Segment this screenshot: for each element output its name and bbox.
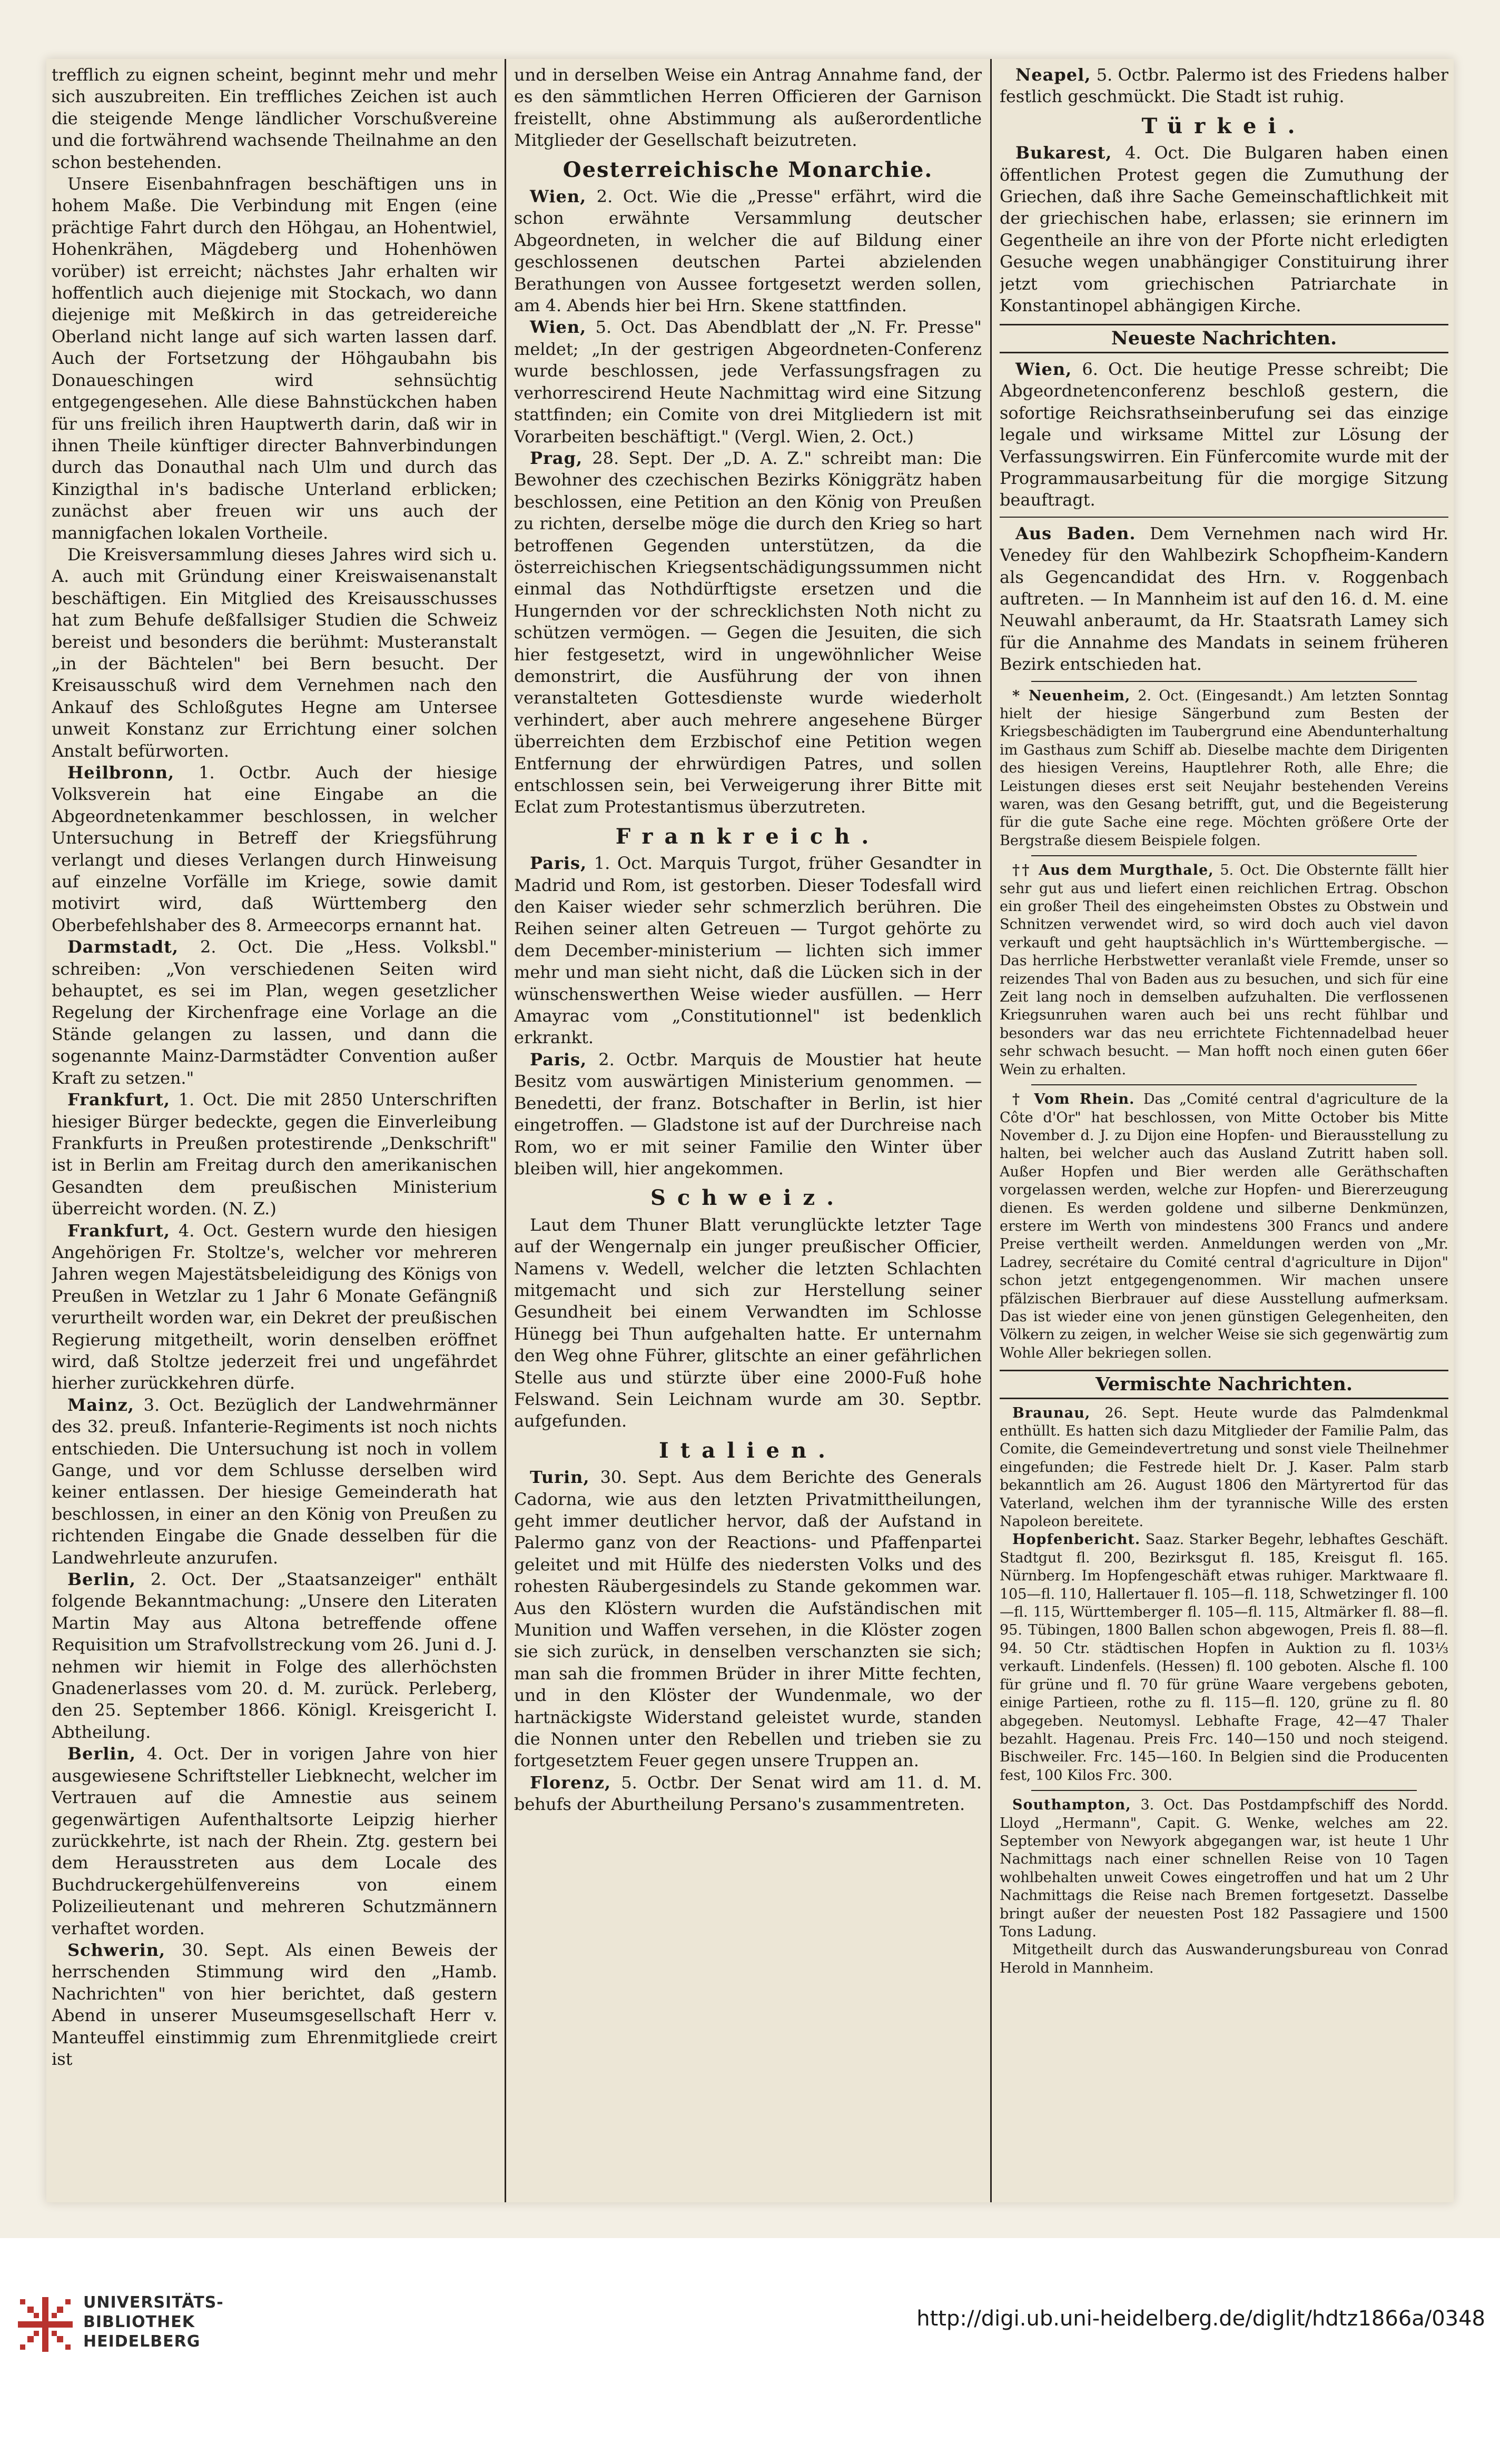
article-body: 6. Oct. Die heutige Presse schreibt; Die Abgeordnetenconferenz beschloß gestern, die sofortige Reichsrathseinberufung sei das einzige legale und wirksame Mittel zur Lösung der Verfassungswirren. Ein Fünfercomite wurde mit der Programmausarbeitung für die morgige Sitzung beauftragt. [1000,359,1448,510]
article-body: 2. Oct. Wie die „Presse" erfährt, wird die schon erwähnte Versammlung deutscher Abgeordneten, in welcher die auf Bildung einer geschlossenen deutschen Partei abzielenden Berathungen von Aussee fortgesetzt werden sollen, am 4. Abends hier bei Hrn. Skene stattfinden. [514,186,982,316]
footer-bar [0,2238,1500,2464]
section-heading: Neueste Nachrichten. [1000,324,1448,353]
article-body: Saaz. Starker Begehr, lebhaftes Geschäft. Stadtgut fl. 200, Bezirksgut fl. 185, Kreisgut fl. 165. Nürnberg. Im Hopfengeschäft etwas ruhiger. Marktwaare fl. 105—fl. 110, Hallertauer fl. 105—fl. 118, Schwetzinger fl. 100—fl. 115, Württemberger fl. 105—fl. 115, Altmärker fl. 88—fl. 95. Tübingen, 1800 Ballen schon abgewogen, Preis fl. 88—fl. 94. 50 Ctr. städtischen Hopfen in Auktion zu fl. 103⅓ verkauft. Lindenfels. (Hessen) fl. 100 geboten. Alsche fl. 100 für grüne und fl. 70 für grüne Waare vergebens geboten, einige Partieen, rothe zu fl. 115—fl. 120, grüne zu fl. 80 abgegeben. Neutomysl. Lebhafte Frage, 42—47 Thaler bezahlt. Hagenau. Preis Frc. 140—150 und noch steigend. Bischweiler. Frc. 145—160. In Belgien sind die Producenten fest, 100 Kilos Frc. 300. [1000,1531,1448,1784]
dateline: Berlin, [67,1569,136,1590]
library-name-line: UNIVERSITÄTS- [83,2293,224,2312]
newspaper-page [46,59,1454,2202]
dateline: Schwerin, [67,1939,166,1960]
article-body: 1. Octbr. Auch der hiesige Volksverein hat eine Eingabe an die Abgeordnetenkammer beschlossen, in welcher Untersuchung in Betreff der Kriegsführung verlangt und dieses Verlangen durch Hinweisung auf einzelne Vorfälle im Kriege, sowie damit motivirt wird, daß Württemberg den Oberbefehlshaber des 8. Armeecorps ernannt hat. [52,763,497,935]
article [52,1569,497,1743]
dateline: Turin, [530,1467,590,1488]
paragraph: trefflich zu eignen scheint, beginnt mehr und mehr sich auszubreiten. Ein treffliches Zeichen ist auch die steigende Menge ländlicher Vorschußvereine und die fortwährend wachsende Theilnahme an den schon bestehenden. [52,65,497,172]
dateline: †† Aus dem Murgthale, [1012,862,1214,879]
article [1000,1091,1448,1362]
article-body: 4. Oct. Der in vorigen Jahre von hier ausgewiesene Schriftsteller Liebknecht, welcher im Vertrauen auf die Amnestie aus seinem gegenwärtigen Aufenthaltsorte Leipzig hierher zurückkehrte, ist nach der Rhein. Ztg. gestern bei dem Herausstreten aus dem Locale des Buchdruckergehülfenvereins von einem Polizeilieutenant und mehreren Schutzmännern verhaftet worden. [52,1744,497,1938]
small-print-block [1000,1404,1448,1978]
section-heading: Türkei. [1141,113,1307,138]
dateline: Hopfenbericht. [1012,1531,1141,1548]
article-body: 30. Sept. Aus dem Berichte des Generals Cadorna, wie aus den letzten Privatmittheilungen, geht immer deutlicher hervor, daß der Aufstand in Palermo ganz von der Reactions- und Pfaffenpartei geleitet und mit Hülfe des niedersten Volks und des rohesten Räubergesindels zu Stande gekommen war. Aus den Klöstern wurden die Aufständischen mit Munition und Waffen versehen, in die Klöster zogen sie sich zurück, in denselben verschanzten sie sich; man sah die frommen Brüder in ihrer Mitte fechten, und in den Klöster der Wundenmale, wo der hartnäckigste Widerstand geleistet wurde, standen die Nonnen unter den Rebellen und trieben sie zu fortgesetztem Feuer gegen unsere Truppen an. [514,1467,982,1771]
article [52,1743,497,1939]
column-divider [505,59,506,2202]
library-name-line: HEIDELBERG [83,2332,201,2351]
section-heading: Oesterreichische Monarchie. [562,157,933,182]
article [514,1467,982,1772]
article-body: 2. Octbr. Marquis de Moustier hat heute Besitz vom auswärtigen Ministerium genommen. — Benedetti, der franz. Botschafter in Berlin, ist hier eingetroffen. — Gladstone ist auf der Durchreise nach Rom, wo er mit seiner Familie den Winter über bleiben will, hier angekommen. [514,1049,982,1179]
dateline: Paris, [530,853,587,874]
dateline: Aus Baden. [1015,523,1136,543]
dateline: Prag, [530,448,583,468]
article-body: 1. Oct. Marquis Turgot, früher Gesandter in Madrid und Rom, ist gestorben. Dieser Todesfall wird den Kaiser wieder sehr schmerzlich berühren. Die Reihen seiner alten Getreuen — Turgot gehörte zu dem December-ministerium — lichten sich immer mehr und man sieht nicht, daß die Lücken sich in der wünschenswerthen Weise wieder ausfüllen. — Herr Amayrac vom „Constitutionnel" ist bedenklich erkrankt. [514,853,982,1048]
article [52,762,497,936]
article [1000,142,1448,316]
paragraph: Laut dem Thuner Blatt verunglückte letzter Tage auf der Wengernalp ein junger preußischer Officier, Namens v. Wedell, welcher die letzten Schlachten mitgemacht und sich zur Herstellung seiner Gesundheit bei einem Verwandten im Schlosse Hünegg bei Thun aufgehalten hatte. Er unternahm den Weg ohne Führer, glitschte an einer gefährlichen Stelle aus und stürzte über eine 2000-Fuß hohe Felswand. Sein Leichnam wurde am 30. Septbr. aufgefunden. [514,1214,982,1431]
paragraph: Die Kreisversammlung dieses Jahres wird sich u. A. auch mit Gründung einer Kreiswaisenanstalt beschäftigen. Ein Mitglied des Kreisausschusses hat zum Behufe deßfallsiger Studien die Schweiz bereist und besonders die berühmt: Musteranstalt „in der Bächtelen" bei Bern besucht. Der Kreisausschuß wird dem Vernehmen nach den Ankauf des Schloßgutes Hegne am Untersee unweit Konstanz zur Errichtung einer solchen Anstalt befürworten. [52,544,497,761]
source-url-link[interactable]: http://digi.ub.uni-heidelberg.de/diglit/hdtz1866a/0348 [916,2307,1485,2331]
dateline: Florenz, [530,1772,611,1793]
article-body: 2. Oct. Die „Hess. Volksbl." schreiben: „Von verschiedenen Seiten wird behauptet, es sei im Plan, wegen gesetzlicher Regelung der Kirchenfrage eine Vorlage an die Stände gelangen zu lassen, und dann die sogenannte Mainz-Darmstädter Convention außer Kraft zu setzen." [52,937,497,1088]
column-divider [990,59,992,2202]
paragraph: Unsere Eisenbahnfragen beschäftigen uns in hohem Maße. Die Verbindung mit Engen (eine prächtige Fahrt durch den Höhgau, an Hohentwiel, Hohenkrähen, Mägdeberg und Hohenhöwen vorüber) ist erreicht; nächstes Jahr erhalten wir hoffentlich auch diejenige mit Stockach, wo dann diejenige mit Meßkirch in das getreidereiche Oberland nicht lange auf sich warten lassen darf. Auch der Fortsetzung der Höhgaubahn bis Donaueschingen wird sehnsüchtig entgegengesehen. Alle diese Bahnstückchen haben für uns freilich ihren Hauptwerth darin, daß wir in ihnen Theile künftiger directer Bahnverbindungen durch das Donauthal nach Ulm und durch das Kinzigthal in's badische Unterland erblicken; zunächst aber freuen wir uns auch der mannigfachen lokalen Vortheile. [52,174,497,543]
dateline: Wien, [530,186,587,207]
article-body: 26. Sept. Heute wurde das Palmdenkmal enthüllt. Es hatten sich dazu Mitglieder der Familie Palm, das Comite, die Gemeindevertretung und sonst viele Theilnehmer eingefunden; die Festrede hielt Dr. J. Kaser. Palm starb bekanntlich am 26. August 1806 den Märtyrertod für das Vaterland, welchen ihm der tyrannische Wille des ersten Napoleon bereitete. [1000,1404,1448,1530]
article [52,936,497,1089]
article [1000,523,1448,676]
dateline: Bukarest, [1015,143,1112,163]
article [514,316,982,447]
dateline: Berlin, [67,1744,136,1764]
article-body: 5. Octbr. Palermo ist des Friedens halber festlich geschmückt. Die Stadt ist ruhig. [1000,65,1448,107]
dateline: Wien, [1015,359,1072,379]
article [52,1089,497,1220]
university-library-logo-icon [16,2295,75,2354]
article-body: 5. Octbr. Der Senat wird am 11. d. M. behufs der Aburtheilung Persano's zusammentreten. [514,1772,982,1815]
section-heading: Schweiz. [650,1185,846,1211]
small-print-block [1000,687,1448,1363]
article-body: 3. Oct. Das Postdampfschiff des Nordd. Lloyd „Hermann", Capit. G. Wenke, welches am 22. September von Newyork abgegangen war, ist heute 1 Uhr Nachmittags nach einer schnellen Reise von 10 Tagen wohlbehalten unweit Cowes eingetroffen und hat um 2 Uhr Nachmittags die Reise nach Bremen fortgesetzt. Dasselbe bringt außer der neuesten Post 182 Passagiere und 1500 Tons Ladung. [1000,1797,1448,1940]
article [514,1049,982,1180]
article [514,853,982,1049]
article [1000,1796,1448,1941]
article-body: 5. Oct. Die Obsternte fällt hier sehr gut aus und liefert einen reichlichen Ertrag. Obschon ein großer Theil des eingeheimsten Obstes zu Obstwein und Schnitzen verwendet wird, so wird doch auch viel davon verkauft und geht hauptsächlich in's Württembergische. — Das herrliche Herbstwetter veranlaßt viele Fremde, unser so reizendes Thal von Baden aus zu besuchen, und sich für eine Zeit lang noch in demselben aufzuhalten. Die verflossenen Kriegsunruhen waren auch bei uns recht fühlbar und besonders war das neu errichtete Fichtennadelbad heuer sehr schwach besucht. — Man hofft noch einen guten 66er Wein zu erhalten. [1000,862,1448,1078]
article [1000,1531,1448,1785]
dateline: Heilbronn, [67,763,175,783]
dateline: † Vom Rhein. [1012,1091,1135,1108]
divider [1031,681,1417,682]
dateline: Paris, [530,1049,587,1070]
article-body: Das „Comité central d'agriculture de la Côte d'Or" hat beschlossen, von Mitte October bis Mitte November d. J. zu Dijon eine Hopfen- und Bierausstellung zu halten, bei welcher auch das Ausland Zutritt haben soll. Außer Hopfen und Bier werden alle Geräthschaften vorgelassen werden, welche zur Hopfen- und Biererzeugung dienen. Es werden goldene und silberne Denkmünzen, erstere im Werth von mindestens 300 Francs und andere Preise vertheilt werden. Anmeldungen werden von „Mr. Ladrey, secrétaire du Comité central d'agriculture in Dijon" schon jetzt entgegengenommen. Wir machen unsere pfälzischen Bierbrauer auf diese Ausstellung aufmerksam. Das ist wieder eine von jenen günstigen Gelegenheiten, den Völkern zu zeigen, in welcher Weise sie sich gegenwärtig zum Wohle Aller bekriegen sollen. [1000,1091,1448,1361]
divider [1031,855,1417,856]
library-name-line: BIBLIOTHEK [83,2313,195,2331]
library-name [83,2293,224,2351]
dateline: Southampton, [1012,1797,1131,1814]
article-body: 30. Sept. Als einen Beweis der herrschenden Stimmung wird den „Hamb. Nachrichten" von hier berichtet, daß gestern Abend in unserer Museumsgesellschaft Herr v. Manteuffel einstimmig zum Ehrenmitgliede creirt ist [52,1939,497,2069]
article-body: 2. Oct. (Eingesandt.) Am letzten Sonntag hielt der hiesige Sängerbund zum Besten der Kriegsbeschädigten im Taubergrund eine Abendunterhaltung im Gasthaus zum Schiff ab. Dieselbe machte dem Dirigenten des hiesigen Vereins, Hauptlehrer Roth, alle Ehre; die Leistungen dieses erst seit Neujahr bestehenden Vereins waren, was den Gesang betrifft, gut, und die Begeisterung für die gute Sache eine rege. Möchten größere Orte der Bergstraße diesem Beispiele folgen. [1000,687,1448,849]
section-heading: Vermischte Nachrichten. [1000,1370,1448,1399]
column-1 [52,64,497,2197]
dateline: Neapel, [1015,65,1091,85]
dateline: * Neuenheim, [1012,687,1131,704]
article-body: 28. Sept. Der „D. A. Z." schreibt man: Die Bewohner des czechischen Bezirks Königgrätz haben beschlossen, eine Petition an den König von Preußen zu richten, derselbe möge die durch den Krieg so hart betroffenen Gegenden unterstützen, da die österreichischen Kriegsentschädigungssummen nicht einmal das Nothdürftigste ersetzen und die Hungernden vor der schrecklichsten Noth nicht zu schützen vermögen. — Gegen die Jesuiten, die sich hier festgesetzt, wird in ungewöhnlicher Weise demonstrirt, die Ausführung der von ihnen veranstalteten Gottesdienste wurde wiederholt verhindert, aber auch mehrere angesehene Bürger überreichten dem Erzbischof eine Petition wegen Entfernung der ehrwürdigen Patres, und sollen entschlossen sein, bei Verweigerung ihrer Bitte mit Eclat zum Protestantismus überzutreten. [514,448,982,817]
dateline: Braunau, [1012,1404,1091,1421]
column-2 [514,64,982,2197]
paragraph: Mitgetheilt durch das Auswanderungsbureau von Conrad Herold in Mannheim. [1000,1942,1448,1976]
divider [1031,1790,1417,1791]
article-body: 3. Oct. Bezüglich der Landwehrmänner des 32. preuß. Infanterie-Regiments ist noch nichts entschieden. Die Untersuchung ist noch in vollem Gange, und vor dem Schlusse derselben wird keiner entlassen. Der hiesige Gemeinderath hat beschlossen, in einer an den König von Preußen zu richtenden Eingabe die Gnade desselben für die Landwehrleute anzurufen. [52,1394,497,1568]
article-body: 4. Oct. Die Bulgaren haben einen öffentlichen Protest gegen die Zumuthung der Griechen, daß ihre Sache Gemeinschaftlichkeit mit der griechischen habe, erlassen; sie erinnern im Gegentheile an ihre von der Pforte nicht erledigten Gesuche wegen unabhängiger Constituirung ihrer jetzt vom griechischen Patriarchate in Konstantinopel abhängigen Kirche. [1000,143,1448,316]
article [52,1394,497,1569]
section-heading: Italien. [659,1438,837,1463]
article [514,186,982,316]
dateline: Frankfurt, [67,1090,170,1110]
article-body: 1. Oct. Die mit 2850 Unterschriften hiesiger Bürger bedeckte, gegen die Einverleibung Frankfurts in Preußen protestirende „Denkschrift" ist in Berlin am Freitag durch den amerikanischen Gesandten dem preußischen Ministerium überreicht worden. (N. Z.) [52,1090,497,1219]
article [52,1220,497,1394]
paragraph: und in derselben Weise ein Antrag Annahme fand, der es den sämmtlichen Herren Officieren der Garnison freistellt, ohne Abstimmung als außerordentliche Mitglieder der Gesellschaft beizutreten. [514,65,982,151]
section-heading: Frankreich. [615,824,881,849]
dateline: Wien, [530,317,587,338]
article-body: 5. Oct. Das Abendblatt der „N. Fr. Presse" meldet; „In der gestrigen Abgeordneten-Conferenz wurde beschlossen, jede Verfassungsfragen zu verhorrescirend Heute Nachmittag wird eine Sitzung stattfinden; ein Comite von drei Mitgliedern ist mit Vorarbeiten beschäftigt." (Vergl. Wien, 2. Oct.) [514,317,982,447]
dateline: Mainz, [67,1394,134,1415]
article-body: 2. Oct. Der „Staatsanzeiger" enthält folgende Bekanntmachung: „Unsere den Literaten Martin May aus Altona betreffende offene Requisition um Strafvollstreckung vom 26. Juni d. J. nehmen wir hiemit in Folge des allerhöchsten Gnadenerlasses vom 20. d. M. zurück. Perleberg, den 25. September 1866. Königl. Kreisgericht I. Abtheilung. [52,1569,497,1742]
article [1000,862,1448,1079]
dateline: Darmstadt, [67,937,179,957]
article-body: 4. Oct. Gestern wurde den hiesigen Angehörigen Fr. Stoltze's, welcher vor mehreren Jahren wegen Majestätsbeleidigung des Königs von Preußen in Wetzlar zu 1 Jahr 6 Monate Gefängniß verurtheilt worden war, ein Dekret der preußischen Regierung mitgetheilt, worin denselben eröffnet wird, daß Stoltze jederzeit frei und ungefährdet hierher zurückkehren dürfe. [52,1220,497,1393]
article [52,1939,497,2070]
column-3 [1000,64,1448,2197]
article [1000,687,1448,850]
divider [1031,1084,1417,1085]
article [1000,1404,1448,1531]
article-body: Dem Vernehmen nach wird Hr. Venedey für den Wahlbezirk Schopfheim-Kandern als Gegencandidat des Hrn. v. Roggenbach auftreten. — In Mannheim ist auf den 16. d. M. eine Neuwahl anberaumt, da Hr. Staatsrath Lamey sich für die Annahme des Mandats in seinem früheren Bezirk entschieden hat. [1000,523,1448,675]
article [514,1772,982,1816]
article [1000,359,1448,511]
dateline: Frankfurt, [67,1220,170,1241]
article [514,448,982,818]
divider [1000,517,1448,518]
article [1000,64,1448,108]
